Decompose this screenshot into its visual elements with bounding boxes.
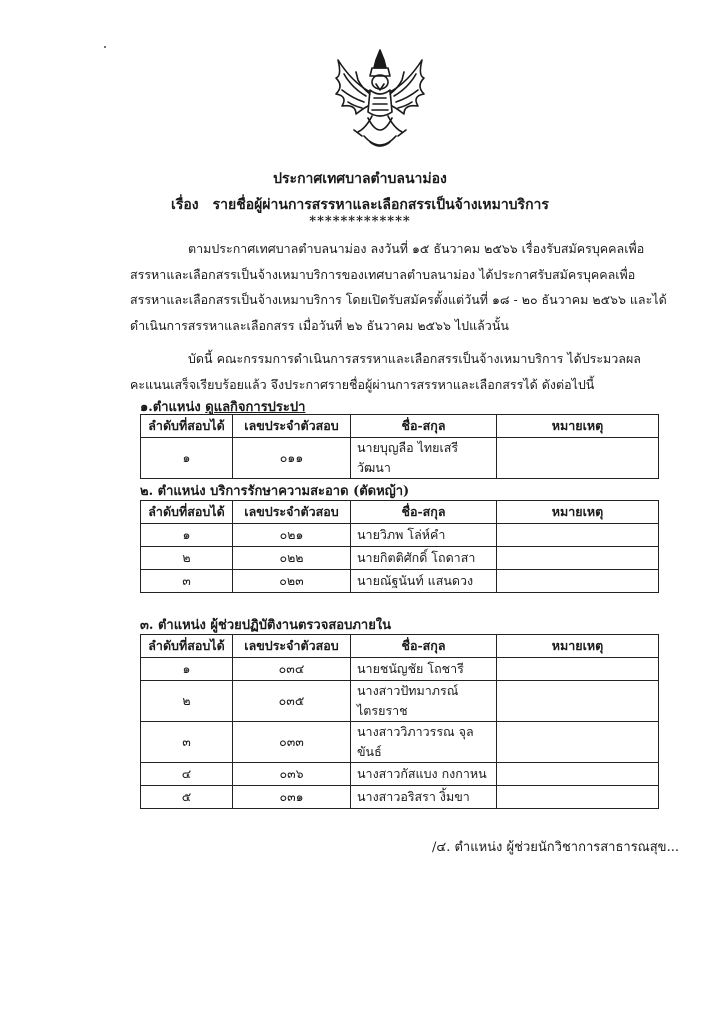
rank-cell: ๒ — [141, 547, 233, 570]
table-row — [141, 547, 659, 570]
name-cell: นายกิตติศักดิ์ โถดาสา — [351, 547, 497, 570]
section-1-position: ดูแลกิจการประปา — [205, 400, 306, 415]
note-cell — [497, 722, 659, 763]
exam-id-cell: ๐๓๑ — [233, 786, 351, 809]
note-cell — [497, 658, 659, 681]
section-3-heading — [140, 614, 391, 635]
table-row — [141, 722, 659, 763]
name-cell: นายบุญลือ ไทยเสรีวัฒนา — [351, 438, 497, 479]
header-name: ชื่อ-สกุล — [351, 501, 497, 524]
section-2-heading — [140, 480, 409, 501]
note-cell — [497, 786, 659, 809]
name-cell: นายณัฐนันท์ แสนดวง — [351, 570, 497, 593]
table-row — [141, 570, 659, 593]
table-row — [141, 438, 659, 479]
star-divider: ************* — [309, 214, 411, 229]
name-cell: นายวิภพ โล่ห์คำ — [351, 524, 497, 547]
header-note: หมายเหตุ — [497, 415, 659, 438]
section-2-label: ตำแหน่ง — [157, 484, 206, 499]
header-exam-id: เลขประจำตัวสอบ — [233, 415, 351, 438]
announcement-subject — [0, 194, 720, 216]
exam-id-cell: ๐๓๖ — [233, 763, 351, 786]
exam-id-cell: ๐๓๓ — [233, 722, 351, 763]
subject-label: เรื่อง — [171, 197, 199, 213]
header-rank: ลำดับที่สอบได้ — [141, 415, 233, 438]
header-exam-id: เลขประจำตัวสอบ — [233, 501, 351, 524]
name-cell: นางสาวอริสรา งิ้มขา — [351, 786, 497, 809]
name-cell: นางสาววิภาวรรณ จุลขันธ์ — [351, 722, 497, 763]
announcement-title: ประกาศเทศบาลตำบลนาม่อง — [273, 171, 447, 187]
table-row — [141, 763, 659, 786]
name-cell: นายชนัญชัย โถชารี — [351, 658, 497, 681]
exam-id-cell: ๐๑๑ — [233, 438, 351, 479]
name-cell: นางสาวปัทมาภรณ์ ไตรยราช — [351, 681, 497, 722]
section-2-number: ๒. — [140, 484, 154, 499]
rank-cell: ๓ — [141, 722, 233, 763]
exam-id-cell: ๐๒๑ — [233, 524, 351, 547]
section-1-number: ๑. — [140, 400, 153, 415]
exam-id-cell: ๐๒๒ — [233, 547, 351, 570]
rank-cell: ๒ — [141, 681, 233, 722]
header-name: ชื่อ-สกุล — [351, 415, 497, 438]
rank-cell: ๔ — [141, 763, 233, 786]
table-row — [141, 524, 659, 547]
paragraph-2 — [130, 346, 670, 397]
scan-speck — [104, 46, 106, 48]
section-2-table — [140, 500, 659, 593]
header-rank: ลำดับที่สอบได้ — [141, 635, 233, 658]
paragraph-1 — [130, 236, 670, 338]
continuation-note: /๔. ตำแหน่ง ผู้ช่วยนักวิชาการสาธารณสุข... — [432, 840, 679, 855]
section-3-table — [140, 634, 659, 809]
header-rank: ลำดับที่สอบได้ — [141, 501, 233, 524]
table-row — [141, 786, 659, 809]
rank-cell: ๑ — [141, 658, 233, 681]
note-cell — [497, 438, 659, 479]
section-3-label: ตำแหน่ง — [157, 618, 206, 633]
header-note: หมายเหตุ — [497, 501, 659, 524]
subject-text: รายชื่อผู้ผ่านการสรรหาและเลือกสรรเป็นจ้างเหมาบริการ — [212, 197, 549, 213]
section-3-number: ๓. — [140, 618, 154, 633]
section-3-position: ผู้ช่วยปฏิบัติงานตรวจสอบภายใน — [210, 618, 392, 633]
table-header-row — [141, 635, 659, 658]
paragraph-2-text: บัดนี้ คณะกรรมการดำเนินการสรรหาและเลือกสรรเป็นจ้างเหมาบริการ ได้ประมวลผลคะแนนเสร็จเรียบร้อยแล้ว จึงประกาศรายชื่อผู้ผ่านการสรรหาและเลือกสรรได้ ดังต่อไปนี้ — [130, 351, 641, 392]
paragraph-1-text: ตามประกาศเทศบาลตำบลนาม่อง ลงวันที่ ๑๕ ธันวาคม ๒๕๖๖ เรื่องรับสมัครบุคคลเพื่อสรรหาและเลือกสรรเป็นจ้างเหมาบริการของเทศบาลตำบลนาม่อง ได้ประกาศรับสมัครบุคคลเพื่อสรรหาและเลือกสรรเป็นจ้างเหมาบริการ โดยเปิดรับสมัครตั้งแต่วันที่ ๑๘ - ๒๐ ธันวาคม ๒๕๖๖ และได้ดำเนินการสรรหาและเลือกสรร เมื่อวันที่ ๒๖ ธันวาคม ๒๕๖๖ ไปแล้วนั้น — [130, 241, 667, 333]
garuda-emblem-icon — [328, 46, 432, 158]
note-cell — [497, 570, 659, 593]
rank-cell: ๑ — [141, 524, 233, 547]
rank-cell: ๕ — [141, 786, 233, 809]
note-cell — [497, 547, 659, 570]
exam-id-cell: ๐๓๔ — [233, 658, 351, 681]
note-cell — [497, 524, 659, 547]
note-cell — [497, 763, 659, 786]
rank-cell: ๓ — [141, 570, 233, 593]
note-cell — [497, 681, 659, 722]
section-1-label: ตำแหน่ง — [152, 400, 201, 415]
exam-id-cell: ๐๒๓ — [233, 570, 351, 593]
table-header-row — [141, 415, 659, 438]
name-cell: นางสาวกัสแบง กงกาหน — [351, 763, 497, 786]
header-name: ชื่อ-สกุล — [351, 635, 497, 658]
exam-id-cell: ๐๓๕ — [233, 681, 351, 722]
section-2-position: บริการรักษาความสะอาด (ตัดหญ้า) — [210, 484, 410, 499]
section-1-table — [140, 414, 659, 479]
table-row — [141, 658, 659, 681]
header-exam-id: เลขประจำตัวสอบ — [233, 635, 351, 658]
rank-cell: ๑ — [141, 438, 233, 479]
table-header-row — [141, 501, 659, 524]
table-row — [141, 681, 659, 722]
header-note: หมายเหตุ — [497, 635, 659, 658]
